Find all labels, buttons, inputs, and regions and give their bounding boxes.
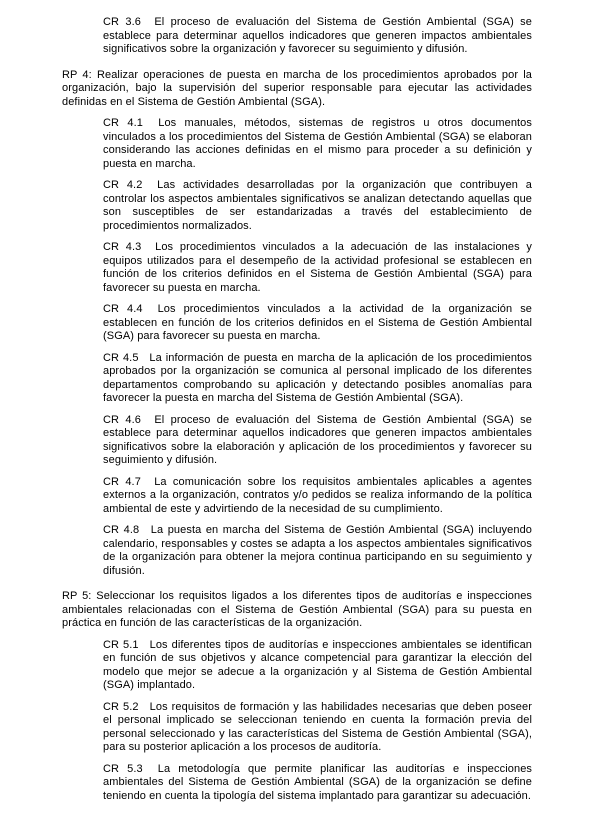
paragraph-cr-4-5: [103, 352, 532, 406]
criterion-label: CR 4.1: [103, 117, 143, 129]
paragraph-cr-4-3: [103, 241, 532, 295]
criterion-label: CR 5.3: [103, 762, 143, 775]
criterion-text: El proceso de evaluación del Sistema de Gestión Ambiental (SGA) se establece para determinar aquellos indicadores que generen impactos ambientales significativos sobre la organización y favorecer su seguimiento y difusión.: [103, 16, 532, 55]
criterion-text: Los requisitos de formación y las habilidades necesarias que deben poseer el personal implicado se seleccionan teniendo en cuenta la formación previa del personal seleccionado y las características del Sistema de Gestión Ambiental (SGA), para su posterior aplicación a los procesos de auditoría.: [103, 700, 532, 753]
criterion-text: La metodología que permite planificar las auditorías e inspecciones ambientales del Sistema de Gestión Ambiental (SGA) de la organización se define teniendo en cuenta la tipología del sistema implantado para garantizar su adecuación.: [103, 762, 533, 802]
criterion-label: CR 4.2: [103, 179, 143, 191]
realization-text: Realizar operaciones de puesta en marcha de los procedimientos aprobados por la organización, bajo la supervisión del superior responsable para ejecutar las actividades definidas en el Sistema de Gestión Ambiental (SGA).: [62, 68, 533, 108]
criterion-text: La puesta en marcha del Sistema de Gestión Ambiental (SGA) incluyendo calendario, responsables y costes se adapta a los aspectos ambientales significativos de la organización para obtener la mejora continua participando en su seguimiento y difusión.: [103, 524, 533, 577]
paragraph-cr-5-3: [103, 763, 532, 804]
paragraph-cr-4-7: [103, 476, 532, 517]
criterion-text: El proceso de evaluación del Sistema de Gestión Ambiental (SGA) se establece para determinar aquellos indicadores que generen impactos ambientales significativos sobre la elaboración y aplicación de los procedimientos y favorecer su seguimiento y difusión.: [103, 413, 532, 466]
realization-label: RP 4:: [62, 68, 92, 81]
criterion-text: Los procedimientos vinculados a la actividad de la organización se establecen en función de los criterios definidos en el Sistema de Gestión Ambiental (SGA) para favorecer su puesta en marcha.: [103, 303, 533, 342]
realization-text: Seleccionar los requisitos ligados a los diferentes tipos de auditorías e inspecciones ambientales relacionadas con el Sistema de Gestión Ambiental (SGA) para su puesta en práctica en función de las características de la organización.: [62, 590, 533, 629]
criterion-label: CR 3.6: [103, 16, 142, 28]
criterion-text: Los procedimientos vinculados a la adecuación de las instalaciones y equipos utilizados para el desempeño de la actividad profesional se establecen en función de los criterios definidos en el Sistema de Gestión Ambiental (SGA) para favorecer su puesta en marcha.: [103, 241, 533, 294]
criterion-label: CR 4.4: [103, 303, 143, 315]
paragraph-rp-5: [62, 590, 532, 631]
paragraph-cr-5-2: [103, 701, 532, 755]
paragraph-cr-3-6: [103, 16, 532, 57]
criterion-text: Los diferentes tipos de auditorías e inspecciones ambientales se identifican en función de sus objetivos y alcance competencial para garantizar la elección del modelo que mejor se adecue a la organización y al Sistema de Gestión Ambiental (SGA) implantado.: [103, 638, 532, 691]
criterion-label: CR 4.3: [103, 241, 142, 253]
criterion-label: CR 5.2: [103, 700, 139, 713]
paragraph-rp-4: [62, 69, 532, 110]
criterion-text: La comunicación sobre los requisitos ambientales aplicables a agentes externos a la organización, contratos y/o pedidos se realiza informando de la política ambiental de este y advirtiendo de la necesidad de su cumplimiento.: [103, 475, 532, 515]
paragraph-cr-4-2: [103, 179, 532, 233]
criterion-label: CR 4.8: [103, 524, 140, 536]
paragraph-cr-4-6: [103, 414, 532, 468]
criterion-label: CR 4.6: [103, 413, 142, 426]
criterion-label: CR 4.5: [103, 351, 139, 364]
realization-label: RP 5:: [62, 590, 92, 602]
criterion-label: CR 4.7: [103, 475, 141, 488]
criterion-text: Las actividades desarrolladas por la organización que contribuyen a controlar los aspectos ambientales significativos se analizan detectando aquellas que son susceptibles de ser estandarizadas a través del establecimiento de procedimientos normalizados.: [103, 179, 532, 232]
criterion-text: La información de puesta en marcha de la aplicación de los procedimientos aprobados por la organización se comunica al personal implicado de los diferentes departamentos comprobando su aplicación y detectando posibles anomalías para favorecer la puesta en marcha del Sistema de Gestión Ambiental (SGA).: [103, 351, 533, 404]
paragraph-cr-4-8: [103, 524, 532, 578]
paragraph-cr-4-4: [103, 303, 532, 344]
paragraph-cr-4-1: [103, 117, 532, 171]
paragraph-cr-5-1: [103, 639, 532, 693]
criterion-label: CR 5.1: [103, 638, 139, 651]
criterion-text: Los manuales, métodos, sistemas de registros u otros documentos vinculados a los procedimientos del Sistema de Gestión Ambiental (SGA) se elaboran considerando las acciones definidas en el mismo para proceder a su definición y puesta en marcha.: [103, 117, 533, 170]
